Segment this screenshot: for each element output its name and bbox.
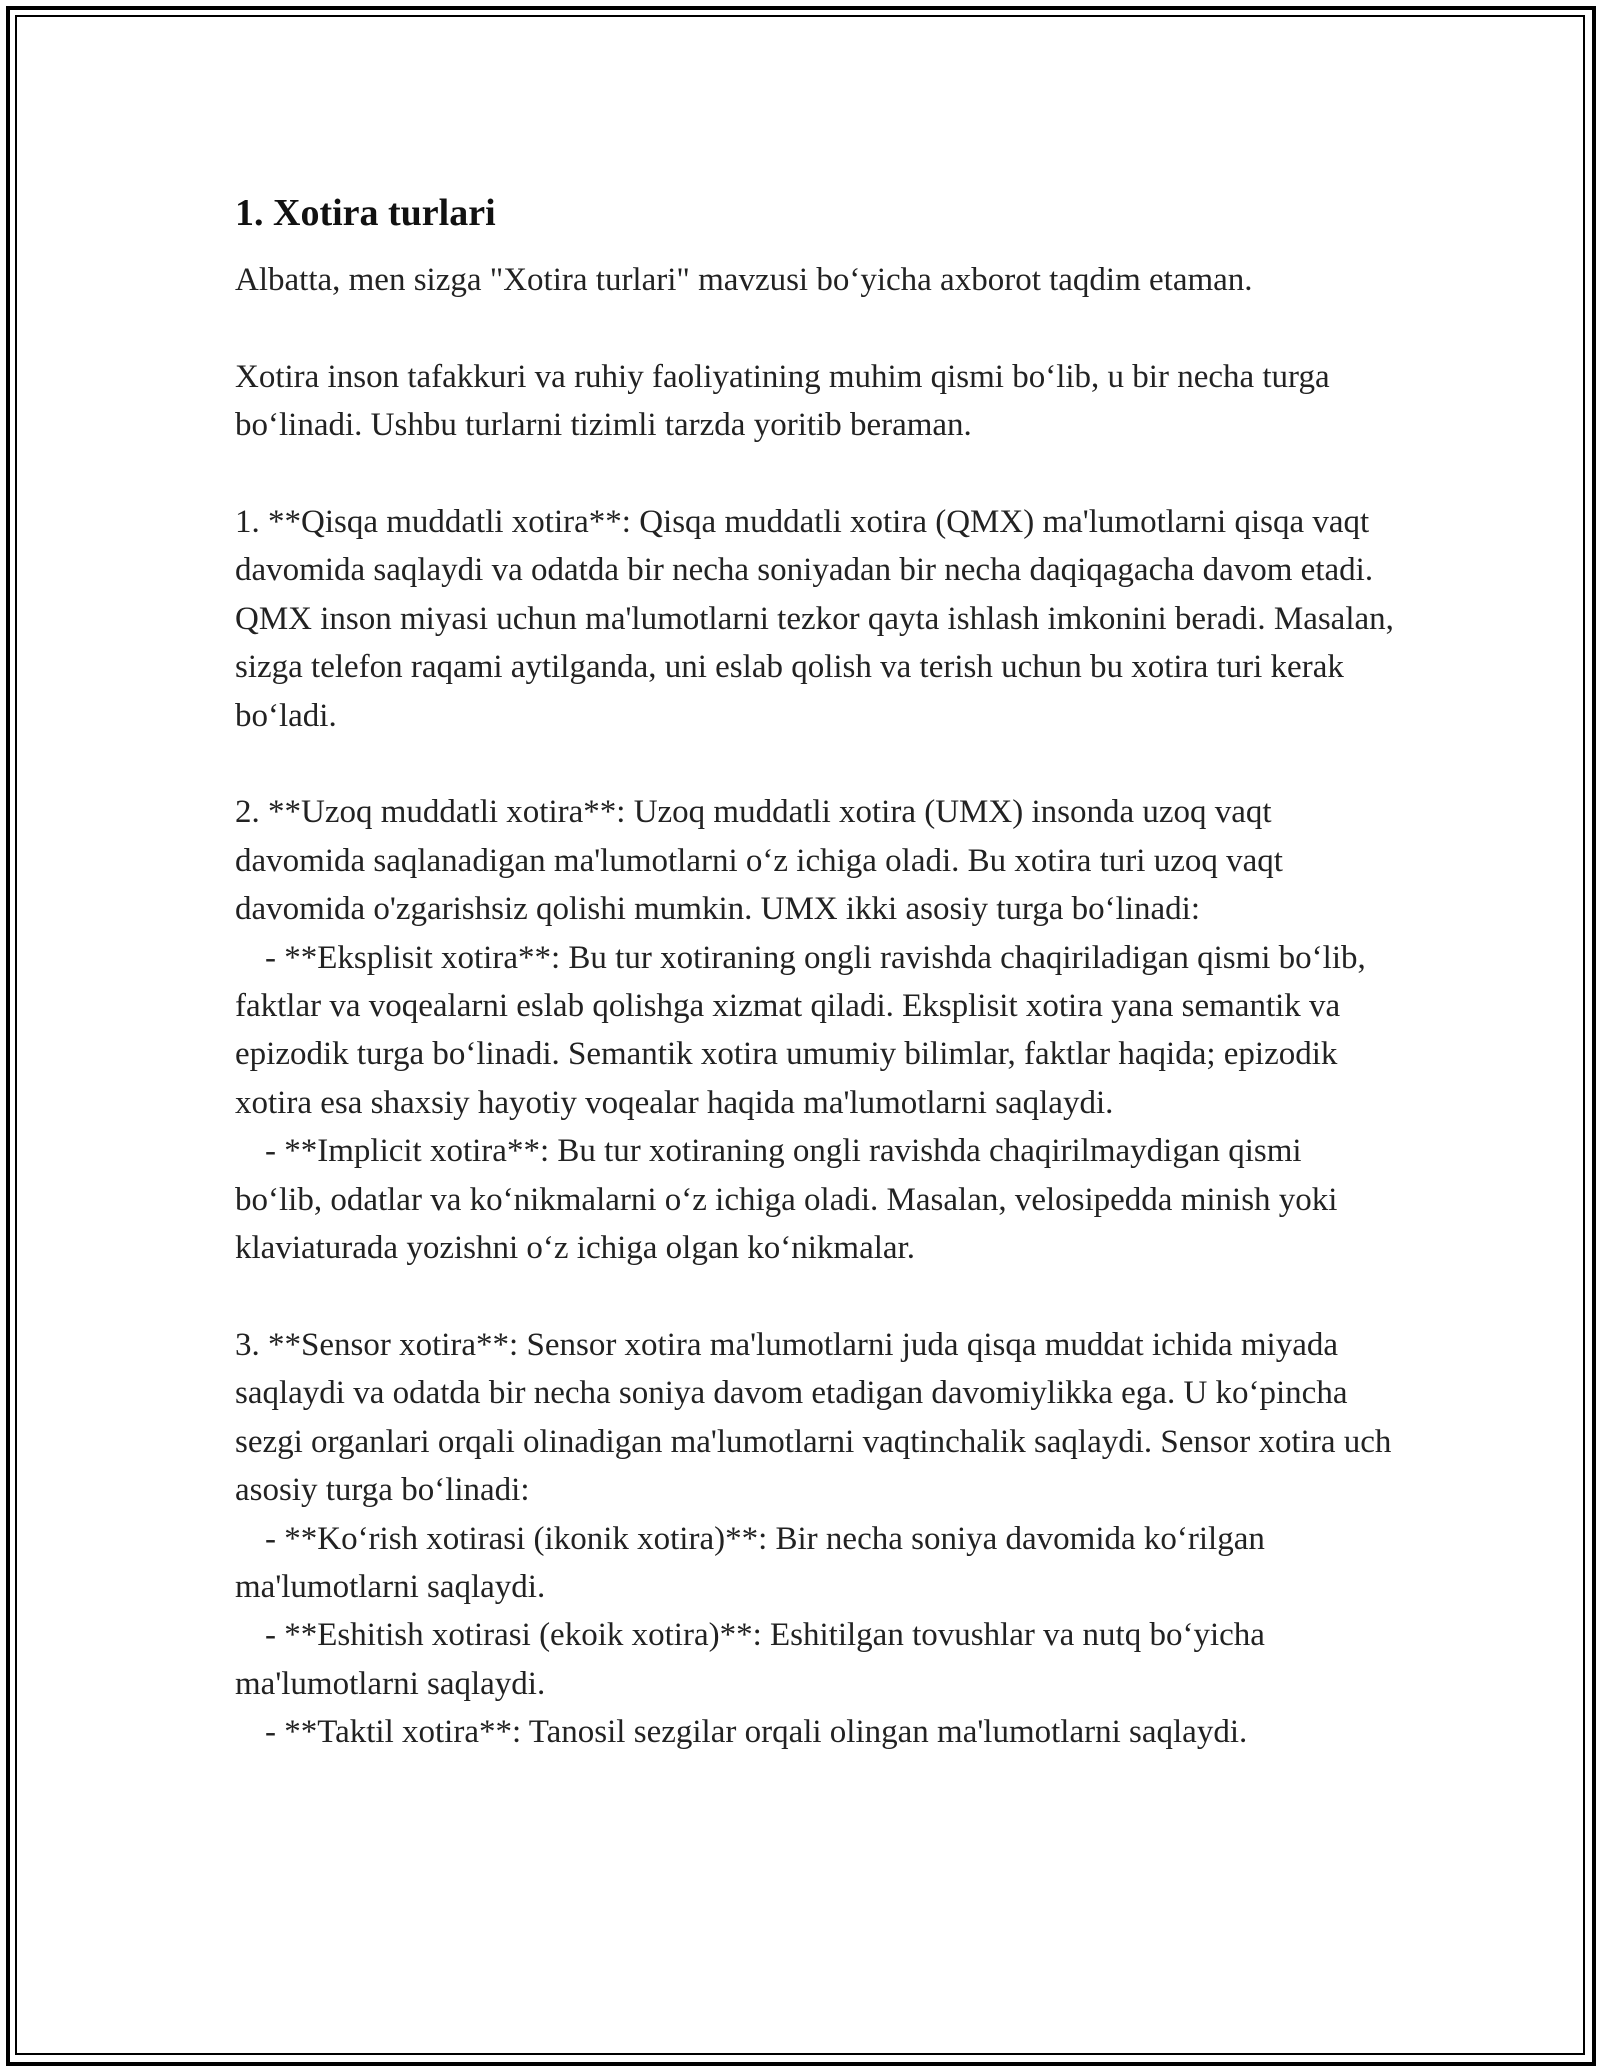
section-long-term-memory-text: 2. **Uzoq muddatli xotira**: Uzoq muddatli xotira (UMX) insonda uzoq vaqt davomida saqlanadigan ma'lumotlarni o‘z ichiga oladi. Bu xotira turi uzoq vaqt davomida o'zgarishsiz qolishi mumkin. UMX ikki asosiy turga bo‘linadi:	[235, 794, 1283, 928]
section-sensory-memory	[235, 1321, 1395, 1757]
subitem-explicit-memory: - **Eksplisit xotira**: Bu tur xotiraning ongli ravishda chaqiriladigan qismi bo‘lib, faktlar va voqealarni eslab qolishga xizmat qiladi. Eksplisit xotira yana semantik va epizodik turga bo‘linadi. Semantik xotira umumiy bilimlar, faktlar haqida; epizodik xotira esa shaxsiy hayotiy voqealar haqida ma'lumotlarni saqlaydi.	[235, 939, 1366, 1121]
paragraph-gap	[235, 450, 1395, 498]
section-short-term-memory: 1. **Qisqa muddatli xotira**: Qisqa muddatli xotira (QMX) ma'lumotlarni qisqa vaqt davomida saqlaydi va odatda bir necha soniyadan bir necha daqiqagacha davom etadi. QMX inson miyasi uchun ma'lumotlarni tezkor qayta ishlash imkonini beradi. Masalan, sizga telefon raqami aytilganda, uni eslab qolish va terish uchun bu xotira turi kerak bo‘ladi.	[235, 504, 1394, 734]
subitem-echoic-memory: - **Eshitish xotirasi (ekoik xotira)**: Eshitilgan tovushlar va nutq bo‘yicha ma'lumotlarni saqlaydi.	[235, 1617, 1265, 1702]
paragraph-gap	[235, 1272, 1395, 1320]
document-body	[235, 188, 1395, 1757]
section-long-term-memory	[235, 788, 1395, 1272]
paragraph-gap	[235, 304, 1395, 352]
subitem-tactile-memory: - **Taktil xotira**: Tanosil sezgilar orqali olingan ma'lumotlarni saqlaydi.	[265, 1714, 1248, 1751]
paragraph-gap	[235, 740, 1395, 788]
section-sensory-memory-text: 3. **Sensor xotira**: Sensor xotira ma'lumotlarni juda qisqa muddat ichida miyada saqlaydi va odatda bir necha soniya davom etadigan davomiylikka ega. U ko‘pincha sezgi organlari orqali olinadigan ma'lumotlarni vaqtinchalik saqlaydi. Sensor xotira uch asosiy turga bo‘linadi:	[235, 1326, 1392, 1509]
subitem-iconic-memory: - **Ko‘rish xotirasi (ikonik xotira)**: Bir necha soniya davomida ko‘rilgan ma'lumotlarni saqlaydi.	[235, 1520, 1265, 1605]
intro-paragraph: Albatta, men sizga "Xotira turlari" mavzusi bo‘yicha axborot taqdim etaman.	[235, 262, 1253, 298]
subitem-implicit-memory: - **Implicit xotira**: Bu tur xotiraning ongli ravishda chaqirilmaydigan qismi bo‘lib, odatlar va ko‘nikmalarni o‘z ichiga oladi. Masalan, velosipedda minish yoki klaviaturada yozishni o‘z ichiga olgan ko‘nikmalar.	[235, 1133, 1338, 1267]
overview-paragraph: Xotira inson tafakkuri va ruhiy faoliyatining muhim qismi bo‘lib, u bir necha turga bo‘linadi. Ushbu turlarni tizimli tarzda yoritib beraman.	[235, 358, 1330, 444]
document-title: 1. Xotira turlari	[235, 192, 496, 234]
